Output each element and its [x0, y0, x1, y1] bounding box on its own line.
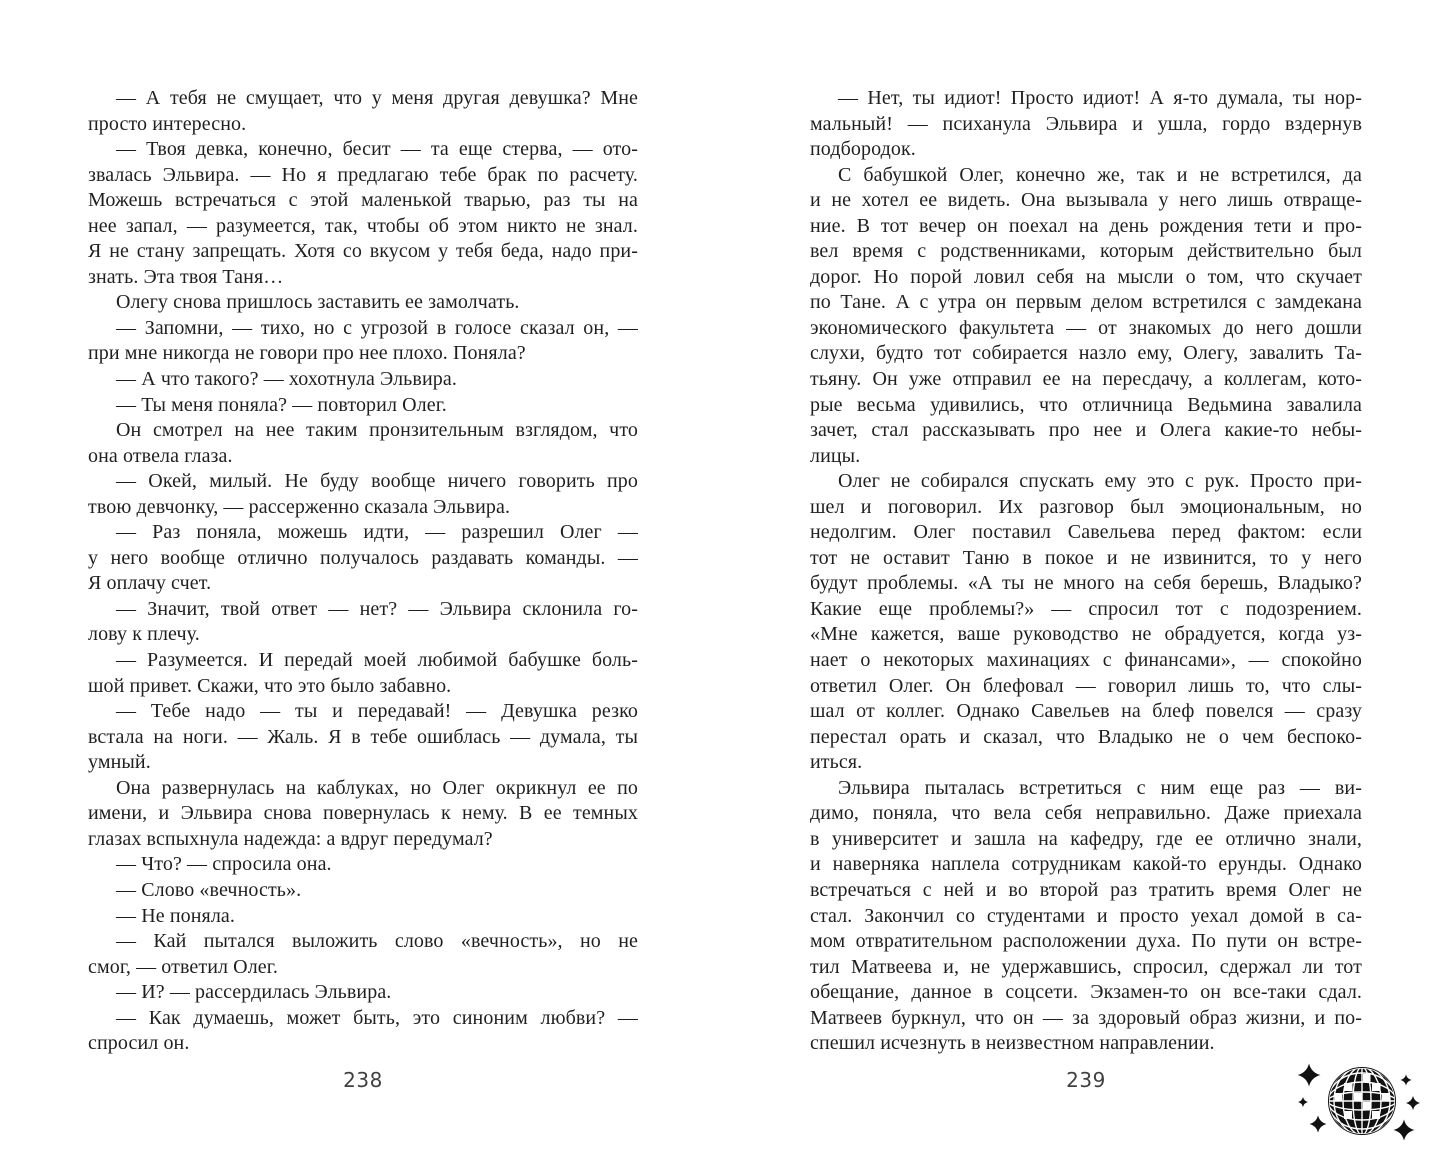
- text-line: встречаться с ней и во второй раз тратить время Олег не: [810, 878, 1362, 901]
- text-line: шел и поговорил. Их разговор был эмоциональным, но: [810, 495, 1362, 518]
- text-line: Она развернулась на каблуках, но Олег окрикнул ее по: [116, 776, 638, 799]
- text-line: у него вообще отлично получалось раздавать команды. —: [88, 546, 638, 569]
- text-line: — Значит, твой ответ — нет? — Эльвира склонила го-: [116, 597, 638, 620]
- text-line: тьяну. Он уже отправил ее на пересдачу, а коллегам, кото-: [810, 368, 1362, 391]
- text-line: ние. В тот вечер он поехал на день рождения тети и про-: [810, 214, 1362, 237]
- text-line: глазах вспыхнула надежда: а вдруг передумал?: [88, 827, 493, 850]
- text-line: — Разумеется. И передай моей любимой бабушке боль-: [116, 649, 638, 672]
- text-line: шал от коллег. Однако Савельев на блеф повелся — сразу: [810, 700, 1362, 723]
- text-line: и наверняка наплела сотрудникам какой-то ерунды. Однако: [810, 853, 1362, 876]
- page-number-right: 239: [1066, 1068, 1106, 1092]
- text-line: стал. Закончил со студентами и просто уехал домой в са-: [810, 904, 1362, 927]
- text-line: Я оплачу счет.: [88, 572, 212, 595]
- text-line: зачет, стал рассказывать про нее и Олега какие-то небы-: [810, 419, 1362, 442]
- text-line: экономического факультета — от знакомых до него дошли: [810, 316, 1362, 339]
- text-line: — Нет, ты идиот! Просто идиот! А я-то думала, ты нор-: [838, 87, 1362, 109]
- text-line: просто интересно.: [88, 112, 247, 135]
- text-line: ответил Олег. Он блефовал — говорил лишь то, что слы-: [810, 674, 1362, 697]
- text-line: — Как думаешь, может быть, это синоним любви? —: [116, 1006, 638, 1029]
- text-line: смог, — ответил Олег.: [88, 955, 278, 978]
- text-line: в университет и зашла на кафедру, где ее отлично знали,: [810, 827, 1362, 850]
- text-line: мом отвратительном расположении духа. По пути он встре-: [810, 930, 1362, 953]
- text-line: — Кай пытался выложить слово «вечность», но не: [116, 930, 638, 953]
- text-line: мальный! — психанула Эльвира и ушла, гордо вздернув: [810, 112, 1362, 135]
- text-line: димо, поняла, что вела себя неправильно. Даже приехала: [810, 802, 1362, 825]
- text-line: спешил исчезнуть в неизвестном направлении.: [810, 1032, 1215, 1055]
- text-line: — Окей, милый. Не буду вообще ничего говорить про: [116, 470, 638, 493]
- text-line: Олегу снова пришлось заставить ее замолчать.: [116, 291, 520, 314]
- text-line: — И? — рассердилась Эльвира.: [116, 981, 392, 1004]
- text-line: Я не стану запрещать. Хотя со вкусом у тебя беда, надо при-: [88, 240, 638, 263]
- text-line: — Слово «вечность».: [116, 878, 302, 901]
- text-line: — Раз поняла, можешь идти, — разрешил Олег —: [116, 521, 638, 544]
- page-left: [88, 0, 638, 1156]
- disco-ball-icon: [1292, 1044, 1442, 1154]
- text-line: твою девчонку, — рассерженно сказала Эльвира.: [88, 495, 511, 518]
- text-line: иться.: [810, 751, 863, 774]
- text-line: нее запал, — разумеется, так, чтобы об этом никто не знал.: [88, 214, 638, 237]
- text-line: Он смотрел на нее таким пронзительным взглядом, что: [116, 419, 638, 442]
- text-line: слухи, будто тот собирается назло ему, Олегу, завалить Та-: [810, 342, 1362, 365]
- text-line: имени, и Эльвира снова повернулась к нему. В ее темных: [88, 802, 638, 825]
- text-line: по Тане. А с утра он первым делом встретился с замдекана: [810, 291, 1362, 314]
- text-line: нает о некоторых махинациях с финансами», — спокойно: [810, 649, 1362, 672]
- text-line: и не хотел ее видеть. Она вызывала у него лишь отвраще-: [810, 189, 1362, 212]
- text-line: — Что? — спросила она.: [116, 853, 332, 876]
- page-left-text: [88, 86, 638, 1057]
- text-line: шой привет. Скажи, что это было забавно.: [88, 674, 452, 697]
- text-line: Матвеев буркнул, что он — за здоровый образ жизни, и по-: [810, 1006, 1362, 1029]
- page-right: [810, 0, 1362, 1156]
- text-line: умный.: [88, 751, 151, 774]
- page-number-left: 238: [343, 1068, 383, 1092]
- text-line: — Ты меня поняла? — повторил Олег.: [116, 393, 447, 416]
- text-line: подбородок.: [810, 138, 916, 161]
- text-line: будут проблемы. «А ты не много на себя берешь, Владыко?: [810, 572, 1362, 595]
- text-line: Можешь встречаться с этой маленькой тварью, раз ты на: [88, 189, 638, 212]
- text-line: тот не оставит Таню в покое и не извинится, то у него: [810, 546, 1362, 569]
- text-line: — Твоя девка, конечно, бесит — та еще стерва, — ото-: [116, 138, 638, 161]
- text-line: встала на ноги. — Жаль. Я в тебе ошиблась — думала, ты: [88, 725, 638, 748]
- text-line: — Запомни, — тихо, но с угрозой в голосе сказал он, —: [116, 316, 638, 339]
- text-line: звалась Эльвира. — Но я предлагаю тебе брак по расчету.: [88, 163, 638, 186]
- text-line: обещание, данное в соцсети. Экзамен-то он все-таки сдал.: [810, 981, 1362, 1004]
- text-line: спросил он.: [88, 1032, 190, 1055]
- text-line: лову к плечу.: [88, 623, 200, 646]
- text-line: тил Матвеева и, не удержавшись, спросил, сдержал ли тот: [810, 955, 1362, 978]
- page-right-text: [810, 86, 1362, 1057]
- text-line: лицы.: [810, 444, 861, 467]
- text-line: перестал орать и сказал, что Владыко не о чем беспоко-: [810, 725, 1362, 748]
- text-line: она отвела глаза.: [88, 444, 233, 467]
- text-line: рые весьма удивились, что отличница Ведьмина завалила: [810, 393, 1362, 416]
- text-line: — А что такого? — хохотнула Эльвира.: [116, 368, 457, 391]
- text-line: «Мне кажется, ваше руководство не обрадуется, когда уз-: [810, 623, 1362, 646]
- text-line: дорог. Но порой ловил себя на мысли о том, что скучает: [810, 265, 1362, 288]
- text-line: вел время с родственниками, которым действительно был: [810, 240, 1362, 263]
- text-line: Какие еще проблемы?» — спросил тот с подозрением.: [810, 597, 1362, 620]
- text-line: при мне никогда не говори про нее плохо. Поняла?: [88, 342, 526, 365]
- text-line: недолгим. Олег поставил Савельева перед фактом: если: [810, 521, 1362, 544]
- text-line: С бабушкой Олег, конечно же, так и не встретился, да: [838, 163, 1362, 186]
- text-line: — А тебя не смущает, что у меня другая девушка? Мне: [116, 87, 638, 109]
- text-line: Олег не собирался спускать ему это с рук. Просто при-: [838, 470, 1362, 493]
- text-line: Эльвира пыталась встретиться с ним еще раз — ви-: [838, 776, 1362, 799]
- text-line: — Не поняла.: [116, 904, 235, 927]
- text-line: — Тебе надо — ты и передавай! — Девушка резко: [116, 700, 638, 723]
- text-line: знать. Эта твоя Таня…: [88, 265, 284, 288]
